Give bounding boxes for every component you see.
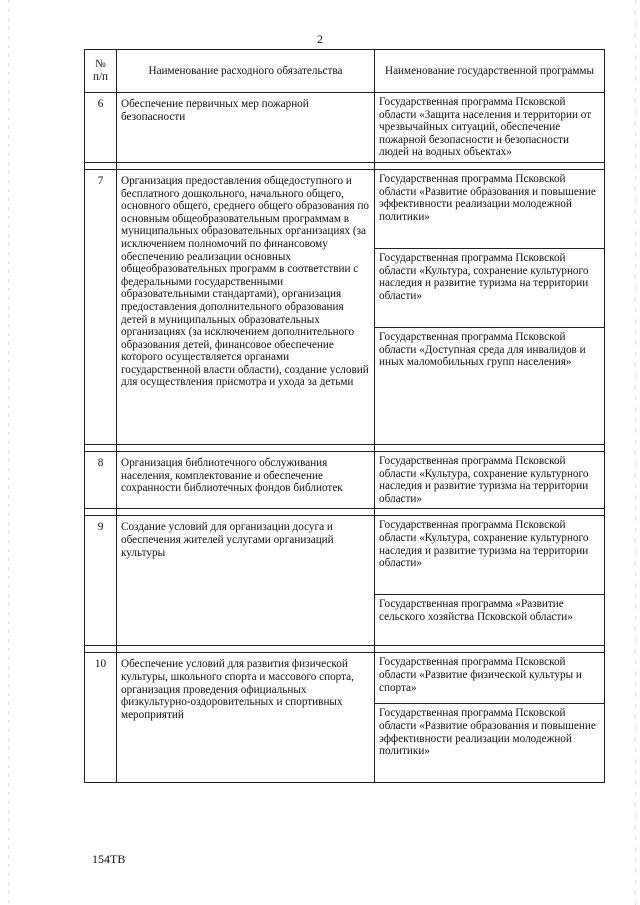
header-program: Наименование государственной программы xyxy=(375,50,605,93)
obligation-cell: Обеспечение первичных мер пожарной безопасности xyxy=(117,93,375,163)
program-cell: Государственная программа Псковской области «Культура, сохранение культурного наследия и развитие туризма на территории области» xyxy=(375,248,605,327)
obligations-table xyxy=(84,49,605,783)
obligation-cell: Создание условий для организации досуга и обеспечения жителей услугами организаций культуры xyxy=(117,516,375,646)
program-cell: Государственная программа Псковской области «Развитие образования и повышение эффективности реализации молодежной политики» xyxy=(375,704,605,783)
row-number: 10 xyxy=(85,653,117,783)
document-code: 154ТВ xyxy=(92,852,126,866)
row-gap xyxy=(85,162,605,169)
table-header-row xyxy=(85,50,605,93)
scan-edge-left xyxy=(8,0,9,905)
table-row xyxy=(85,93,605,163)
row-number: 9 xyxy=(85,516,117,646)
program-cell: Государственная программа Псковской области «Доступная среда для инвалидов и иных маломобильных групп населения» xyxy=(375,327,605,444)
header-num: № п/п xyxy=(85,50,117,93)
program-cell: Государственная программа Псковской области «Культура, сохранение культурного наследия и развитие туризма на территории области» xyxy=(375,516,605,595)
page-number: 2 xyxy=(317,32,323,46)
obligation-cell: Обеспечение условий для развития физической культуры, школьного спорта и массового спорта, организация проведения официальных физкультурно-оздоровительных и спортивных мероприятий xyxy=(117,653,375,783)
header-obligation: Наименование расходного обязательства xyxy=(117,50,375,93)
program-cell: Государственная программа «Развитие сельского хозяйства Псковской области» xyxy=(375,595,605,646)
row-number: 7 xyxy=(85,169,117,444)
program-cell: Государственная программа Псковской области «Культура, сохранение культурного наследия и развитие туризма на территории области» xyxy=(375,451,605,508)
obligation-cell: Организация предоставления общедоступного и бесплатного дошкольного, начального общего, основного общего, среднего общего образования по основным общеобразовательным программам в муниципальных образовательных организациях (за исключением полномочий по финансовому обеспечению реализации основных общеобразовательных программ в соответствии с федеральными государственными образовательными стандартами), организация предоставления дополнительного образования детей в муниципальных образовательных организациях (за исключением дополнительного образования детей, финансовое обеспечение которого осуществляется органами государственной власти области), создание условий для осуществления присмотра и ухода за детьми xyxy=(117,169,375,444)
row-gap xyxy=(85,444,605,451)
row-gap xyxy=(85,509,605,516)
table-row xyxy=(85,516,605,595)
scan-edge-right xyxy=(635,0,636,905)
row-number: 6 xyxy=(85,93,117,163)
program-cell: Государственная программа Псковской области «Развитие физической культуры и спорта» xyxy=(375,653,605,704)
table-row xyxy=(85,451,605,508)
row-number: 8 xyxy=(85,451,117,508)
program-cell: Государственная программа Псковской области «Защита населения и территории от чрезвычайных ситуаций, обеспечение пожарной безопасности и безопасности людей на водных объектах» xyxy=(375,93,605,163)
obligation-cell: Организация библиотечного обслуживания населения, комплектование и обеспечение сохранности библиотечных фондов библиотек xyxy=(117,451,375,508)
program-cell: Государственная программа Псковской области «Развитие образования и повышение эффективности реализации молодежной политики» xyxy=(375,169,605,248)
row-gap xyxy=(85,646,605,653)
table-row xyxy=(85,169,605,248)
table-row xyxy=(85,653,605,704)
